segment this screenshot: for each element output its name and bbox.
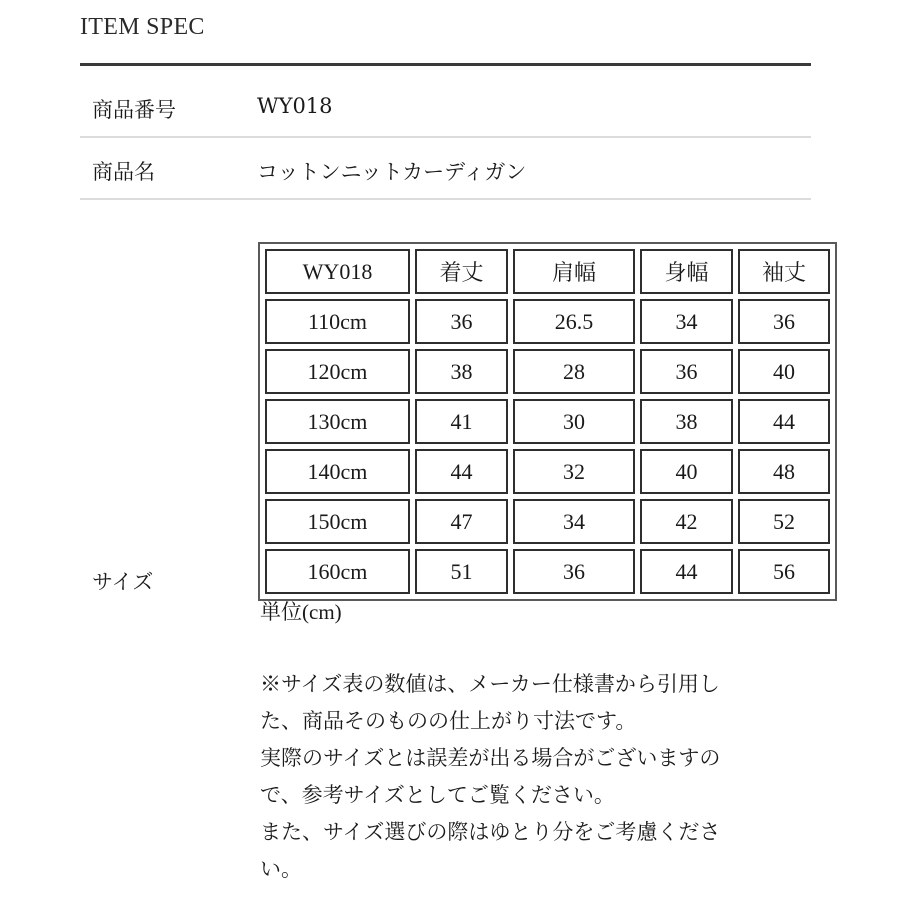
table-cell: 30	[513, 399, 635, 444]
table-cell: 34	[513, 499, 635, 544]
table-cell: 36	[415, 299, 508, 344]
table-cell: 38	[640, 399, 733, 444]
header-cell-sleeve: 袖丈	[738, 249, 830, 294]
header-cell-body-width: 身幅	[640, 249, 733, 294]
table-row	[265, 449, 830, 494]
product-name-value: コットンニットカーディガン	[257, 160, 527, 184]
size-disclaimer	[260, 666, 780, 888]
table-cell: 42	[640, 499, 733, 544]
product-number-label: 商品番号	[92, 98, 176, 122]
product-name-label: 商品名	[92, 160, 155, 184]
table-row	[265, 299, 830, 344]
note-line: また、サイズ選びの際はゆとり分をご考慮くださ	[260, 820, 721, 844]
table-cell: 44	[640, 549, 733, 594]
header-divider	[80, 63, 811, 66]
table-cell: 110cm	[265, 299, 410, 344]
table-cell: 34	[640, 299, 733, 344]
spec-row-product-name	[80, 134, 811, 200]
table-cell: 44	[738, 399, 830, 444]
table-cell: 140cm	[265, 449, 410, 494]
page-title: ITEM SPEC	[80, 14, 205, 40]
table-cell: 40	[738, 349, 830, 394]
note-line: た、商品そのものの仕上がり寸法です。	[260, 709, 637, 733]
table-row	[265, 349, 830, 394]
table-cell: 28	[513, 349, 635, 394]
header-cell-shoulder: 肩幅	[513, 249, 635, 294]
product-number-value: WY018	[257, 94, 333, 118]
size-table-container	[258, 242, 837, 601]
header-cell-model: WY018	[265, 249, 410, 294]
table-cell: 40	[640, 449, 733, 494]
header-cell-length: 着丈	[415, 249, 508, 294]
table-cell: 26.5	[513, 299, 635, 344]
table-cell: 36	[513, 549, 635, 594]
table-cell: 150cm	[265, 499, 410, 544]
table-row	[265, 499, 830, 544]
table-cell: 44	[415, 449, 508, 494]
table-cell: 130cm	[265, 399, 410, 444]
table-cell: 32	[513, 449, 635, 494]
table-cell: 41	[415, 399, 508, 444]
table-cell: 48	[738, 449, 830, 494]
table-cell: 120cm	[265, 349, 410, 394]
size-label: サイズ	[92, 570, 154, 594]
table-row	[265, 399, 830, 444]
size-table	[258, 242, 837, 601]
table-cell: 38	[415, 349, 508, 394]
row-divider	[80, 198, 811, 200]
table-cell: 51	[415, 549, 508, 594]
size-table-header-row	[265, 249, 830, 294]
table-row	[265, 549, 830, 594]
table-cell: 52	[738, 499, 830, 544]
table-cell: 56	[738, 549, 830, 594]
table-cell: 36	[640, 349, 733, 394]
note-line: で、参考サイズとしてご覧ください。	[260, 783, 615, 807]
note-line: ※サイズ表の数値は、メーカー仕様書から引用し	[260, 672, 720, 696]
note-line: 実際のサイズとは誤差が出る場合がございますの	[260, 746, 721, 770]
table-cell: 36	[738, 299, 830, 344]
spec-row-product-number	[80, 72, 811, 138]
note-line: い。	[260, 857, 302, 881]
unit-note: 単位(cm)	[260, 600, 342, 624]
table-cell: 47	[415, 499, 508, 544]
table-cell: 160cm	[265, 549, 410, 594]
